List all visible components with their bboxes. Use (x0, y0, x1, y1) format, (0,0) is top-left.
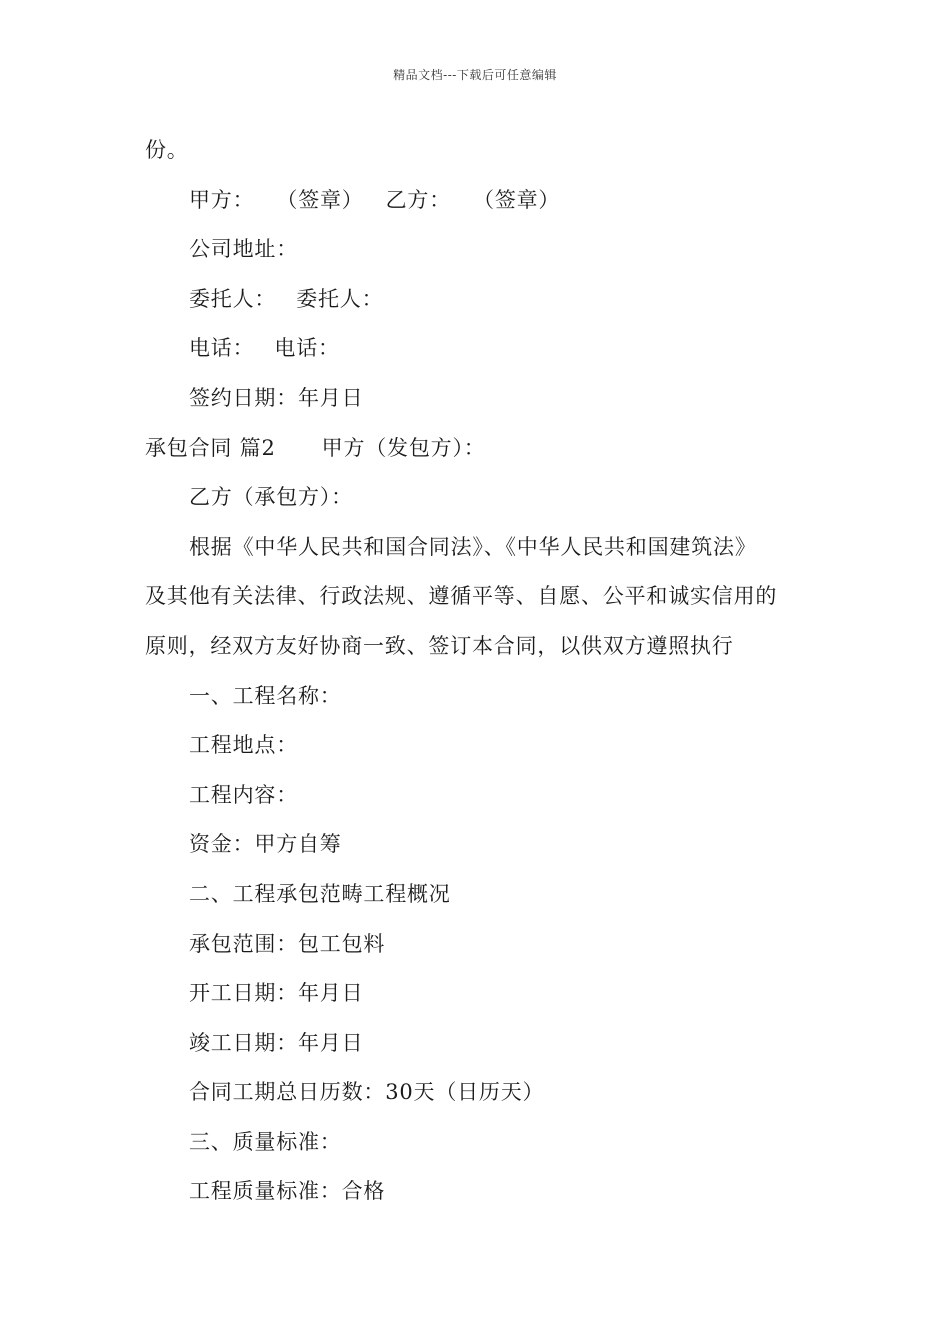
party-a-seal: （签章） (276, 187, 364, 212)
project-content: 工程内容： (189, 782, 298, 807)
party-b-label: 乙方： (385, 187, 452, 212)
agent-b-label: 委托人： (296, 286, 384, 311)
completion-date-line: 竣工日期：年月日 (189, 1030, 364, 1055)
section-title-line (145, 424, 825, 474)
party-b-seal: （签章） (473, 187, 561, 212)
duration-line: 合同工期总日历数：30天（日历天） (189, 1080, 545, 1105)
sign-date-line: 签约日期：年月日 (189, 385, 364, 410)
agent-line (145, 275, 825, 325)
section-3-heading: 三、质量标准： (189, 1129, 342, 1154)
phone-b-label: 电话： (274, 336, 340, 361)
contract-title: 承包合同 篇2 (145, 435, 276, 460)
agent-a-label: 委托人： (189, 286, 277, 311)
funding-line: 资金：甲方自筹 (189, 832, 342, 857)
section-2-heading: 二、工程承包范畴工程概况 (189, 881, 451, 906)
party-a-label: 甲方： (189, 187, 255, 212)
project-location: 工程地点： (189, 733, 298, 758)
quality-standard-line: 工程质量标准：合格 (189, 1179, 386, 1204)
phone-line (145, 324, 825, 374)
page-header: 精品文档---下载后可任意编辑 (393, 68, 557, 82)
preamble-line-2: 及其他有关法律、行政法规、遵循平等、自愿、公平和诚实信用的 (145, 584, 778, 609)
section-1-heading: 一、工程名称： (189, 683, 342, 708)
document-body (145, 126, 825, 1217)
phone-a-label: 电话： (189, 336, 255, 361)
employer-label: 甲方（发包方）： (321, 435, 486, 460)
preamble-line-1: 根据《中华人民共和国合同法》、《中华人民共和国建筑法》 (189, 534, 757, 559)
preamble-line-3: 原则，经双方友好协商一致、签订本合同，以供双方遵照执行 (145, 633, 734, 658)
company-address-line: 公司地址： (189, 237, 298, 262)
start-date-line: 开工日期：年月日 (189, 981, 364, 1006)
signature-line (145, 176, 825, 226)
paragraph-end: 份。 (145, 138, 189, 162)
contractor-label: 乙方（承包方）： (189, 485, 353, 510)
scope-line: 承包范围：包工包料 (189, 931, 386, 956)
